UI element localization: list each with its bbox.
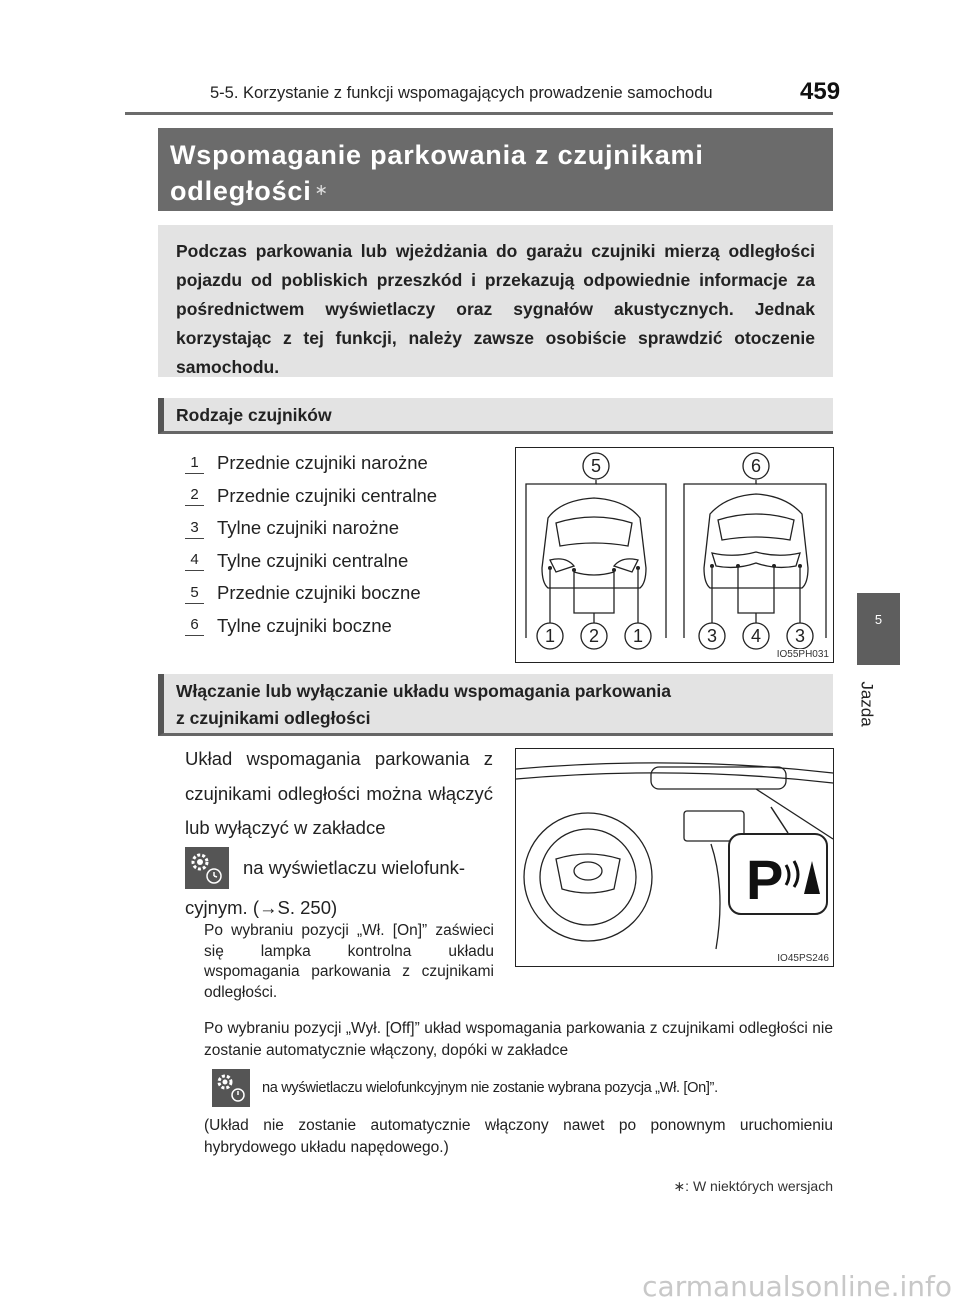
dashboard-indicator-figure (515, 748, 834, 967)
figure-callout: 2 (588, 626, 600, 646)
note-off-continued: na wyświetlaczu wielofunkcyjnym nie zostanie wybrana pozycja „Wł. [On]”. (204, 1067, 833, 1109)
settings-icon (212, 1069, 250, 1107)
car-sensor-diagram (516, 448, 833, 662)
page-title-box (158, 128, 833, 211)
figure-callout: 1 (544, 626, 556, 646)
figure-callout: 5 (590, 456, 602, 476)
intro-box (158, 225, 833, 377)
title-asterisk: ∗ (314, 182, 329, 199)
parking-indicator-p: P (746, 848, 784, 911)
figure-callout: 3 (794, 626, 806, 646)
page-title: Wspomaganie parkowania z czujnikami odległości ∗ (170, 140, 704, 206)
list-item: 5 Przednie czujniki boczne (185, 577, 505, 610)
figure-code: IO55PH031 (776, 649, 829, 660)
figure-callout: 1 (632, 626, 644, 646)
intro-text: Podczas parkowania lub wjeżdżania do garażu czujniki mierzą odległości pojazdu od pobliskich przeszkód i przekazują odpowiednie informacje za pośrednictwem wyświetlaczy oraz sygnałów akustycznych. Jednak korzystając z tej funkcji, należy zawsze osobiście sprawdzić otoczenie samochodu. (176, 241, 815, 377)
list-item: 1 Przednie czujniki narożne (185, 447, 505, 480)
figure-callout: 6 (750, 456, 762, 476)
list-item: 2 Przednie czujniki centralne (185, 480, 505, 513)
section-heading-on-off: Włączanie lub wyłączanie układu wspomagania parkowania z czujnikami odległości (158, 674, 833, 736)
note-off: Po wybraniu pozycji „Wył. [Off]” układ wspomagania parkowania z czujnikami odległości nie zostanie automatycznie włączony, dopóki w zakładce (204, 1020, 833, 1059)
settings-icon (185, 847, 229, 889)
figure-callout: 4 (750, 626, 762, 646)
list-item: 4 Tylne czujniki centralne (185, 545, 505, 578)
header-rule (125, 112, 833, 115)
chapter-tab-number: 5 (874, 612, 883, 627)
dashboard-illustration (516, 749, 833, 966)
sensor-list (185, 447, 505, 642)
footnote: ∗: W niektórych wersjach (673, 1178, 833, 1194)
body-text: Układ wspomagania parkowania z czujnikami odległości można włączyć lub wyłączyć w zakładce na wyświetlaczu wielofunk- cyjnym. (→S. 250) (185, 748, 493, 918)
section-header: 5-5. Korzystanie z funkcji wspomagających prowadzenie samochodu (210, 84, 713, 102)
page-number: 459 (800, 78, 841, 105)
watermark: carmanualsonline.info (642, 1270, 952, 1303)
chapter-label: Jazda (857, 681, 877, 727)
chapter-tab (857, 593, 900, 665)
list-item: 6 Tylne czujniki boczne (185, 610, 505, 643)
note-on: Po wybraniu pozycji „Wł. [On]” zaświeci się lampka kontrolna układu wspomagania parkowania z czujnikami odległości. (204, 922, 494, 1001)
note-restart: (Układ nie zostanie automatycznie włączony nawet po ponownym uruchomieniu hybrydowego układu napędowego.) (204, 1117, 833, 1156)
figure-code: IO45PS246 (777, 953, 829, 964)
sensor-location-figure (515, 447, 834, 663)
section-heading-sensor-types: Rodzaje czujników (158, 398, 833, 434)
figure-callout: 3 (706, 626, 718, 646)
list-item: 3 Tylne czujniki narożne (185, 512, 505, 545)
